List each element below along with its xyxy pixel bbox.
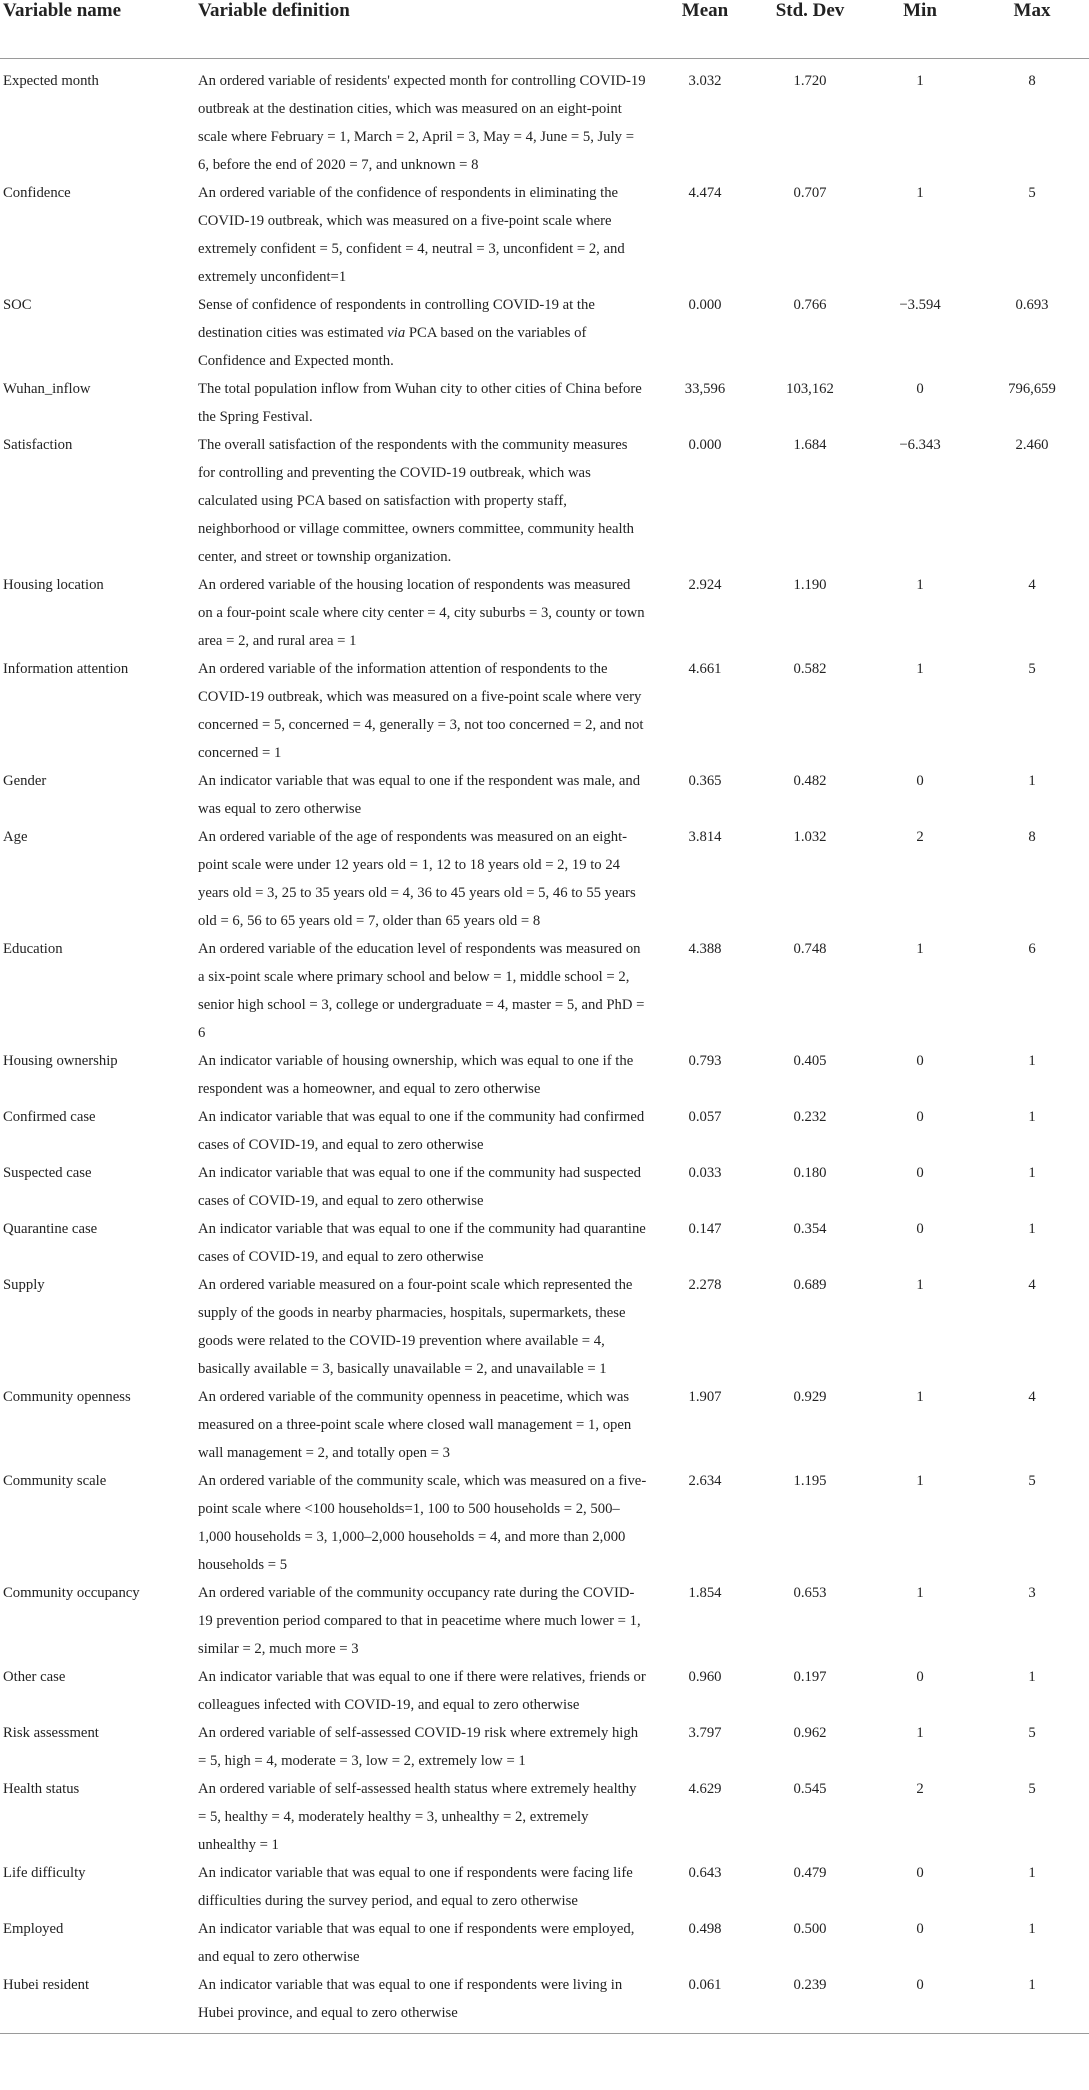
table-row	[0, 1103, 1089, 1159]
std-dev-cell: 0.582	[793, 661, 827, 677]
table-row	[0, 935, 1089, 1047]
table-row	[0, 767, 1089, 823]
min-cell: 1	[916, 1389, 924, 1405]
table-row	[0, 1915, 1089, 1971]
min-cell: 1	[916, 73, 924, 89]
variable-definition-cell: An indicator variable that was equal to one if the respondent was male, and was equal to zero otherwise	[198, 773, 641, 817]
max-cell: 5	[1028, 661, 1036, 677]
header-variable-definition: Variable definition	[195, 0, 655, 59]
max-cell: 0.693	[1015, 297, 1049, 313]
variable-definition-cell: Sense of confidence of respondents in controlling COVID-19 at the destination cities was estimated via PCA based on the variables of Confidence and Expected month.	[198, 297, 595, 369]
std-dev-cell: 0.232	[793, 1109, 827, 1125]
mean-cell: 4.661	[688, 661, 722, 677]
table-row	[0, 1271, 1089, 1383]
max-cell: 8	[1028, 73, 1036, 89]
variable-definition-cell: An indicator variable that was equal to one if the community had quarantine cases of COVID-19, and equal to zero otherwise	[198, 1221, 646, 1265]
variable-name-cell: Satisfaction	[3, 437, 73, 453]
min-cell: 0	[916, 1165, 924, 1181]
min-cell: 0	[916, 1221, 924, 1237]
variable-definition-cell: An indicator variable that was equal to one if respondents were living in Hubei province, and equal to zero otherwise	[195, 1971, 655, 2034]
table-row	[0, 655, 1089, 767]
min-cell: 0	[916, 1053, 924, 1069]
min-cell: 1	[916, 1725, 924, 1741]
variable-name-cell: Risk assessment	[3, 1725, 99, 1741]
variable-name-cell: Life difficulty	[3, 1865, 86, 1881]
std-dev-cell: 1.684	[793, 437, 827, 453]
mean-cell: 0.057	[688, 1109, 722, 1125]
max-cell: 5	[1028, 1781, 1036, 1797]
max-cell: 796,659	[1008, 381, 1056, 397]
variable-definition-cell: An ordered variable of residents' expected month for controlling COVID-19 outbreak at the destination cities, which was measured on an eight-point scale where February = 1, March = 2, April = 3, May = 4, June = 5, July = 6, before the end of 2020 = 7, and unknown = 8	[198, 73, 646, 173]
min-cell: −6.343	[899, 437, 941, 453]
variable-name-cell: Confirmed case	[3, 1109, 96, 1125]
mean-cell: 0.498	[688, 1921, 722, 1937]
table-body	[0, 59, 1089, 2034]
mean-cell: 1.907	[688, 1389, 722, 1405]
min-cell: 0	[916, 1669, 924, 1685]
max-cell: 1	[1028, 773, 1036, 789]
min-cell: −3.594	[899, 297, 941, 313]
variable-definition-cell: An indicator variable that was equal to one if the community had suspected cases of COVID-19, and equal to zero otherwise	[198, 1165, 641, 1209]
mean-cell: 4.629	[688, 1781, 722, 1797]
std-dev-cell: 1.720	[793, 73, 827, 89]
std-dev-cell: 0.500	[793, 1921, 827, 1937]
std-dev-cell: 0.962	[793, 1725, 827, 1741]
table-row	[0, 431, 1089, 571]
mean-cell: 0.365	[688, 773, 722, 789]
variable-definition-cell: An ordered variable of self-assessed health status where extremely healthy = 5, healthy = 4, moderately healthy = 3, unhealthy = 2, extremely unhealthy = 1	[198, 1781, 637, 1853]
mean-cell: 0.960	[688, 1669, 722, 1685]
std-dev-cell: 0.707	[793, 185, 827, 201]
table-header	[0, 0, 1089, 59]
std-dev-cell: 0.766	[793, 297, 827, 313]
max-cell: 6	[1028, 941, 1036, 957]
mean-cell: 2.924	[688, 577, 722, 593]
header-variable-name: Variable name	[0, 0, 195, 59]
variable-name-cell: Confidence	[3, 185, 71, 201]
table-row	[0, 1047, 1089, 1103]
variable-definition-cell: An ordered variable of the housing location of respondents was measured on a four-point scale where city center = 4, city suburbs = 3, county or town area = 2, and rural area = 1	[198, 577, 645, 649]
table-row	[0, 1467, 1089, 1579]
variable-definition-cell: An ordered variable measured on a four-point scale which represented the supply of the goods in nearby pharmacies, hospitals, supermarkets, these goods were related to the COVID-19 prevention where available = 4, basically available = 3, basically unavailable = 2, and unavailable = 1	[198, 1277, 633, 1377]
variable-definition-cell: An ordered variable of the confidence of respondents in eliminating the COVID-19 outbreak, which was measured on a five-point scale where extremely confident = 5, confident = 4, neutral = 3, unconfident = 2, and extremely unconfident=1	[198, 185, 625, 285]
table-row	[0, 59, 1089, 180]
table-row	[0, 1579, 1089, 1663]
max-cell: 1	[1028, 1669, 1036, 1685]
table-row	[0, 1775, 1089, 1859]
mean-cell: 3.814	[688, 829, 722, 845]
min-cell: 1	[916, 1277, 924, 1293]
variable-name-cell: Other case	[3, 1669, 66, 1685]
table-row	[0, 375, 1089, 431]
std-dev-cell: 103,162	[786, 381, 834, 397]
variable-definition-cell: An indicator variable that was equal to one if there were relatives, friends or colleagues infected with COVID-19, and equal to zero otherwise	[198, 1669, 646, 1713]
std-dev-cell: 0.479	[793, 1865, 827, 1881]
mean-cell: 0.147	[688, 1221, 722, 1237]
max-cell: 4	[1028, 1277, 1036, 1293]
header-max: Max	[975, 0, 1089, 59]
table-row	[0, 1383, 1089, 1467]
max-cell: 1	[1028, 1053, 1036, 1069]
std-dev-cell: 0.482	[793, 773, 827, 789]
min-cell: 2	[916, 829, 924, 845]
variable-name-cell: Employed	[3, 1921, 64, 1937]
variable-definition-cell: An indicator variable that was equal to one if respondents were facing life difficulties during the survey period, and equal to zero otherwise	[198, 1865, 633, 1909]
variable-definition-cell: An indicator variable that was equal to one if respondents were employed, and equal to zero otherwise	[198, 1921, 635, 1965]
min-cell: 1	[916, 185, 924, 201]
mean-cell: 2.634	[688, 1473, 722, 1489]
mean-cell: 4.388	[688, 941, 722, 957]
std-dev-cell: 1.195	[793, 1473, 827, 1489]
variable-definition-cell: The total population inflow from Wuhan city to other cities of China before the Spring Festival.	[198, 381, 642, 425]
table-row	[0, 571, 1089, 655]
max-cell: 1	[1028, 1865, 1036, 1881]
min-cell: 1	[916, 577, 924, 593]
max-cell: 4	[1028, 577, 1036, 593]
variable-name-cell: Housing location	[3, 577, 104, 593]
std-dev-cell: 0.929	[793, 1389, 827, 1405]
mean-cell: 1.854	[688, 1585, 722, 1601]
std-dev-cell: 0.239	[755, 1971, 865, 2034]
max-cell: 3	[1028, 1585, 1036, 1601]
table-row	[0, 179, 1089, 291]
table-row	[0, 1215, 1089, 1271]
mean-cell: 3.032	[688, 73, 722, 89]
std-dev-cell: 0.197	[793, 1669, 827, 1685]
min-cell: 1	[916, 941, 924, 957]
mean-cell: 0.061	[655, 1971, 755, 2034]
std-dev-cell: 1.190	[793, 577, 827, 593]
variable-name-cell: Information attention	[3, 661, 129, 677]
variable-definition-cell: An ordered variable of the community openness in peacetime, which was measured on a three-point scale where closed wall management = 1, open wall management = 2, and totally open = 3	[198, 1389, 632, 1461]
header-min: Min	[865, 0, 975, 59]
max-cell: 5	[1028, 1473, 1036, 1489]
variable-name-cell: Wuhan_inflow	[3, 381, 91, 397]
variable-name-cell: Suspected case	[3, 1165, 92, 1181]
variable-name-cell: Community openness	[3, 1389, 131, 1405]
max-cell: 5	[1028, 1725, 1036, 1741]
table-row	[0, 1663, 1089, 1719]
variable-definition-cell: An ordered variable of the community scale, which was measured on a five-point scale where <100 households=1, 100 to 500 households = 2, 500–1,000 households = 3, 1,000–2,000 households = 4, and more than 2,000 households = 5	[198, 1473, 647, 1573]
table-row	[0, 1859, 1089, 1915]
variable-definition-cell: The overall satisfaction of the respondents with the community measures for controlling and preventing the COVID-19 outbreak, which was calculated using PCA based on satisfaction with property staff, neighborhood or village committee, owners committee, community health center, and street or township organization.	[198, 437, 635, 565]
std-dev-cell: 0.748	[793, 941, 827, 957]
variable-definition-cell: An ordered variable of the community occupancy rate during the COVID-19 prevention period compared to that in peacetime where much lower = 1, similar = 2, much more = 3	[198, 1585, 641, 1657]
variable-name-cell: Hubei resident	[0, 1971, 195, 2034]
header-std-dev: Std. Dev	[755, 0, 865, 59]
std-dev-cell: 0.354	[793, 1221, 827, 1237]
variable-name-cell: Supply	[3, 1277, 45, 1293]
variable-definition-cell: An ordered variable of self-assessed COVID-19 risk where extremely high = 5, high = 4, moderate = 3, low = 2, extremely low = 1	[198, 1725, 639, 1769]
mean-cell: 0.000	[688, 297, 722, 313]
variable-name-cell: Quarantine case	[3, 1221, 98, 1237]
mean-cell: 0.033	[688, 1165, 722, 1181]
mean-cell: 4.474	[688, 185, 722, 201]
variable-name-cell: Community occupancy	[3, 1585, 140, 1601]
variable-name-cell: Community scale	[3, 1473, 107, 1489]
max-cell: 1	[1028, 1109, 1036, 1125]
variable-definition-cell: An indicator variable of housing ownership, which was equal to one if the respondent was a homeowner, and equal to zero otherwise	[198, 1053, 634, 1097]
max-cell: 1	[1028, 1921, 1036, 1937]
max-cell: 4	[1028, 1389, 1036, 1405]
min-cell: 0	[916, 773, 924, 789]
variable-definition-cell: An ordered variable of the information attention of respondents to the COVID-19 outbreak, which was measured on a five-point scale where very concerned = 5, concerned = 4, generally = 3, not too concerned = 2, and not concerned = 1	[198, 661, 644, 761]
std-dev-cell: 0.405	[793, 1053, 827, 1069]
variable-name-cell: SOC	[3, 297, 32, 313]
mean-cell: 0.643	[688, 1865, 722, 1881]
mean-cell: 2.278	[688, 1277, 722, 1293]
std-dev-cell: 0.545	[793, 1781, 827, 1797]
variable-definition-cell: An indicator variable that was equal to one if the community had confirmed cases of COVID-19, and equal to zero otherwise	[198, 1109, 645, 1153]
std-dev-cell: 1.032	[793, 829, 827, 845]
mean-cell: 0.000	[688, 437, 722, 453]
max-cell: 1	[1028, 1165, 1036, 1181]
max-cell: 8	[1028, 829, 1036, 845]
mean-cell: 33,596	[684, 381, 726, 397]
mean-cell: 0.793	[688, 1053, 722, 1069]
std-dev-cell: 0.689	[793, 1277, 827, 1293]
table-row	[0, 823, 1089, 935]
header-row	[0, 0, 1089, 59]
variable-name-cell: Age	[3, 829, 28, 845]
max-cell: 1	[975, 1971, 1089, 2034]
header-mean: Mean	[655, 0, 755, 59]
min-cell: 0	[916, 1865, 924, 1881]
min-cell: 1	[916, 1473, 924, 1489]
variable-name-cell: Gender	[3, 773, 47, 789]
variable-name-cell: Expected month	[3, 73, 99, 89]
min-cell: 0	[865, 1971, 975, 2034]
table-row	[0, 1971, 1089, 2034]
table-row	[0, 291, 1089, 375]
variable-name-cell: Housing ownership	[3, 1053, 118, 1069]
variable-definition-cell: An ordered variable of the age of respondents was measured on an eight-point scale were under 12 years old = 1, 12 to 18 years old = 2, 19 to 24 years old = 3, 25 to 35 years old = 4, 36 to 45 years old = 5, 46 to 55 years old = 6, 56 to 65 years old = 7, older than 65 years old = 8	[198, 829, 636, 929]
max-cell: 5	[1028, 185, 1036, 201]
max-cell: 2.460	[1015, 437, 1049, 453]
max-cell: 1	[1028, 1221, 1036, 1237]
min-cell: 0	[916, 381, 924, 397]
min-cell: 2	[916, 1781, 924, 1797]
mean-cell: 3.797	[688, 1725, 722, 1741]
variable-name-cell: Education	[3, 941, 63, 957]
variable-definition-cell: An ordered variable of the education level of respondents was measured on a six-point scale where primary school and below = 1, middle school = 2, senior high school = 3, college or undergraduate = 4, master = 5, and PhD = 6	[198, 941, 645, 1041]
std-dev-cell: 0.653	[793, 1585, 827, 1601]
min-cell: 1	[916, 661, 924, 677]
min-cell: 1	[916, 1585, 924, 1601]
min-cell: 0	[916, 1921, 924, 1937]
table-row	[0, 1159, 1089, 1215]
std-dev-cell: 0.180	[793, 1165, 827, 1181]
table-row	[0, 1719, 1089, 1775]
variable-name-cell: Health status	[3, 1781, 80, 1797]
min-cell: 0	[916, 1109, 924, 1125]
